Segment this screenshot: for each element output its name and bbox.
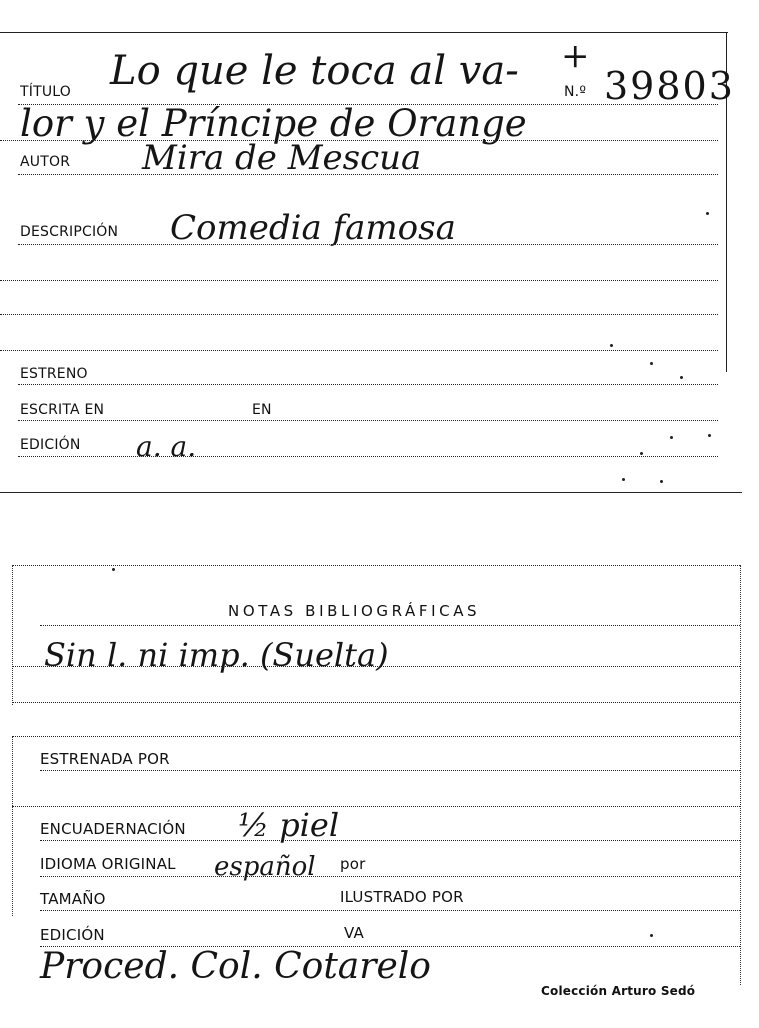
estreno-line xyxy=(18,384,718,385)
coleccion-label: Colección Arturo Sedó xyxy=(541,984,696,998)
scan-speck xyxy=(670,436,673,439)
estrenada-por-line xyxy=(40,770,740,771)
top-card-top-border xyxy=(0,32,728,33)
notas-line-1 xyxy=(40,625,740,626)
scan-speck xyxy=(610,344,613,347)
scan-speck xyxy=(706,212,709,215)
estrenada-top-line xyxy=(12,736,740,737)
idioma-original-line xyxy=(40,876,740,877)
encuadernacion-line xyxy=(40,840,740,841)
edicion-label: EDICIÓN xyxy=(20,437,81,453)
estrenada-por-label: ESTRENADA POR xyxy=(40,750,170,768)
descripcion-label: DESCRIPCIÓN xyxy=(20,224,119,240)
blank-line-3 xyxy=(0,350,718,351)
edicion-value: a. a. xyxy=(136,430,197,463)
scan-speck xyxy=(640,452,643,455)
escrita-en-label: ESCRITA EN xyxy=(20,402,105,418)
titulo-value-line2: lor y el Príncipe de Orange xyxy=(20,102,527,145)
scan-speck xyxy=(680,376,683,379)
por-label: por xyxy=(340,855,366,873)
edicion-bottom-label: EDICIÓN xyxy=(40,926,105,944)
scan-speck xyxy=(660,480,663,483)
numero-label: N.º xyxy=(564,84,587,100)
titulo-label: TÍTULO xyxy=(20,84,71,100)
ilustrado-por-label: ILUSTRADO POR xyxy=(340,888,464,906)
idioma-original-label: IDIOMA ORIGINAL xyxy=(40,855,176,873)
blank-line-2 xyxy=(0,314,718,315)
bottom-card-right-border xyxy=(740,565,741,985)
encuadernacion-value: ½ piel xyxy=(238,806,340,844)
encuadernacion-label: ENCUADERNACIÓN xyxy=(40,820,186,838)
notas-line-3 xyxy=(12,702,740,703)
edicion-line xyxy=(18,456,718,457)
blank-line-bottom xyxy=(12,806,740,807)
procedencia-value: Proced. Col. Cotarelo xyxy=(40,946,431,987)
tamano-line xyxy=(40,910,740,911)
descripcion-line xyxy=(18,244,718,245)
notas-line-2 xyxy=(12,666,740,667)
notas-heading: NOTAS BIBLIOGRÁFICAS xyxy=(228,602,481,620)
bottom-card-top-border xyxy=(12,565,740,566)
scan-speck xyxy=(622,478,625,481)
estreno-label: ESTRENO xyxy=(20,366,88,382)
autor-label: AUTOR xyxy=(20,154,71,170)
card-divider xyxy=(0,492,742,493)
autor-line xyxy=(18,174,718,175)
va-label: VA xyxy=(344,924,364,942)
numero-cross: + xyxy=(561,36,590,76)
notas-value: Sin l. ni imp. (Suelta) xyxy=(44,636,389,674)
scan-speck xyxy=(708,434,711,437)
bottom-card-left-border xyxy=(12,565,13,705)
escrita-en-line xyxy=(18,420,718,421)
numero-value: 39803 xyxy=(604,64,735,108)
tamano-label: TAMAÑO xyxy=(40,890,106,908)
descripcion-value: Comedia famosa xyxy=(170,208,456,248)
titulo-value-line1: Lo que le toca al va- xyxy=(110,48,519,94)
idioma-original-value: español xyxy=(214,852,316,882)
blank-line-1 xyxy=(0,280,718,281)
autor-value: Mira de Mescua xyxy=(142,138,422,178)
scan-speck xyxy=(650,362,653,365)
en-label: EN xyxy=(252,402,272,418)
bottom-card-left-border-2 xyxy=(12,736,13,916)
scan-speck xyxy=(112,568,115,571)
scan-speck xyxy=(650,934,653,937)
